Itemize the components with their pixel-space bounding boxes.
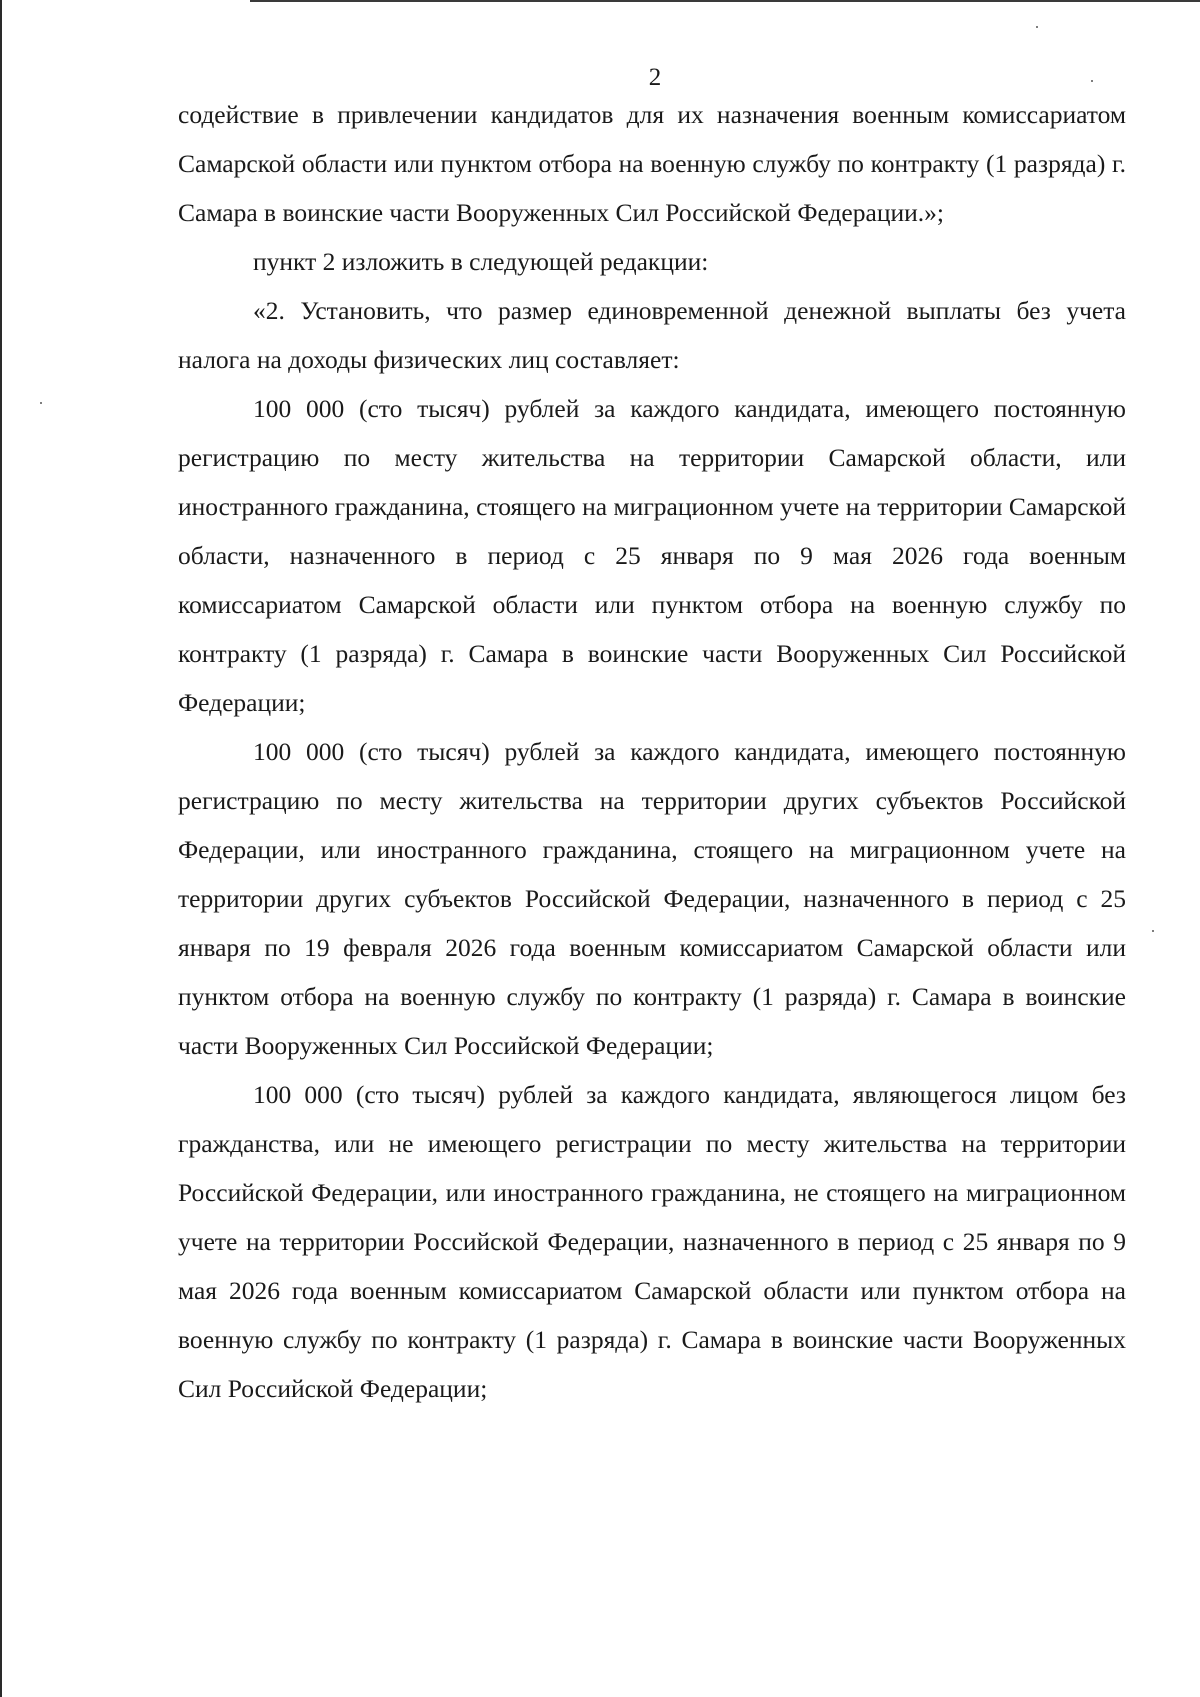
document-body [178,90,1126,1413]
paragraph-stateless: 100 000 (сто тысяч) рублей за каждого кандидата, являющегося лицом без гражданства, или не имеющего регистрации по месту жительства на территории Российской Федерации, или иностранного гражданина, не стоящего на миграционном учете на территории Российской Федерации, назначенного в период с 25 января по 9 мая 2026 года военным комиссариатом Самарской области или пунктом отбора на военную службу по контракту (1 разряда) г. Самара в воинские части Вооруженных Сил Российской Федерации; [178,1080,1126,1403]
paragraph-amendment-intro: пункт 2 изложить в следующей редакции: [253,247,709,276]
paragraph-continuation: содействие в привлечении кандидатов для их назначения военным комиссариатом Самарской области или пунктом отбора на военную службу по контракту (1 разряда) г. Самара в воинские части Вооруженных Сил Российской Федерации.»; [178,100,1126,227]
scan-speck [40,402,42,404]
paragraph-other-regions: 100 000 (сто тысяч) рублей за каждого кандидата, имеющего постоянную регистрацию по месту жительства на территории других субъектов Российской Федерации, или иностранного гражданина, стоящего на миграционном учете на территории других субъектов Российской Федерации, назначенного в период с 25 января по 19 февраля 2026 года военным комиссариатом Самарской области или пунктом отбора на военную службу по контракту (1 разряда) г. Самара в воинские части Вооруженных Сил Российской Федерации; [178,737,1126,1060]
scan-top-edge [250,0,1200,2]
scan-speck [1036,26,1038,28]
paragraph-payment-size: «2. Установить, что размер единовременной денежной выплаты без учета налога на доходы физических лиц составляет: [178,296,1126,374]
scan-speck [1091,80,1093,82]
paragraph-samara-residents: 100 000 (сто тысяч) рублей за каждого кандидата, имеющего постоянную регистрацию по месту жительства на территории Самарской области, или иностранного гражданина, стоящего на миграционном учете на территории Самарской области, назначенного в период с 25 января по 9 мая 2026 года военным комиссариатом Самарской области или пунктом отбора на военную службу по контракту (1 разряда) г. Самара в воинские части Вооруженных Сил Российской Федерации; [178,394,1126,717]
scan-speck [1152,930,1154,932]
page-number: 2 [648,64,662,91]
